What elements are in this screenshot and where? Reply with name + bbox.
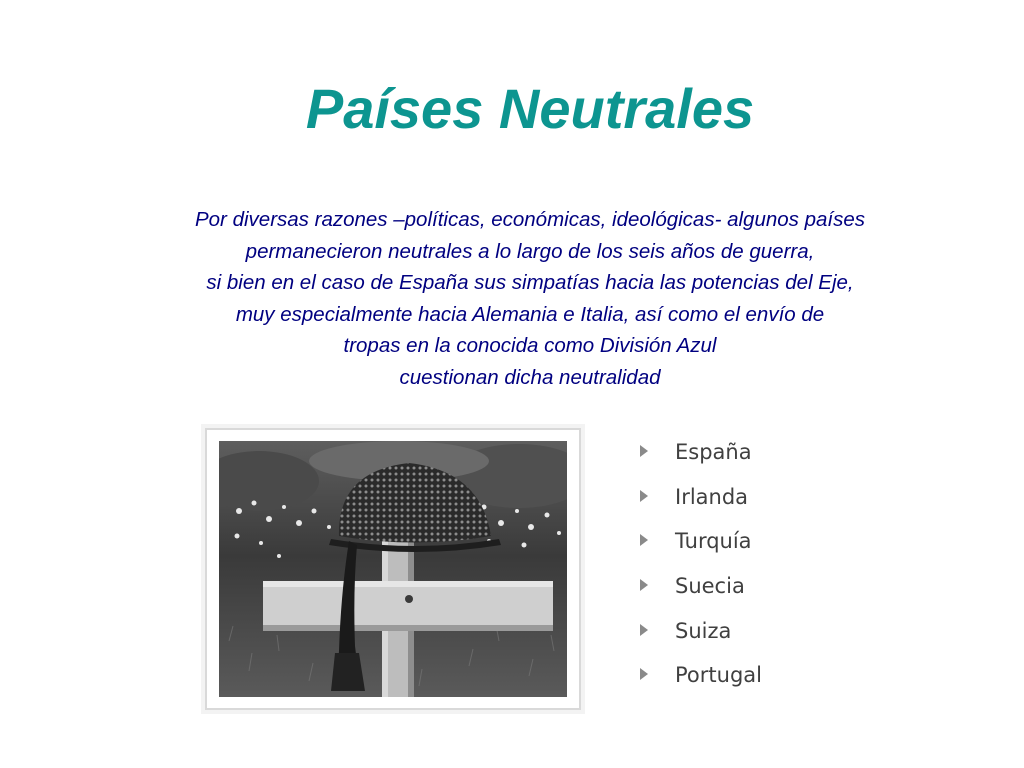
body-line: permanecieron neutrales a lo largo de los seis años de guerra, [245,239,815,263]
triangle-right-icon [640,490,648,502]
country-label: Suiza [675,618,732,643]
slide-title: Países Neutrales [305,77,755,140]
list-item [640,521,762,566]
triangle-right-icon [640,534,648,546]
triangle-right-icon [640,668,648,680]
body-line: muy especialmente hacia Alemania e Italia, así como el envío de [235,302,825,326]
triangle-right-icon [640,445,648,457]
list-item [640,655,762,700]
country-label: Portugal [675,663,762,688]
list-item [640,566,762,611]
helmet-on-cross-image [219,441,567,697]
country-label: España [675,440,752,465]
body-line: tropas en la conocida como División Azul [343,334,717,358]
body-line: cuestionan dicha neutralidad [399,365,661,389]
country-label: Irlanda [675,484,749,509]
triangle-right-icon [640,624,648,636]
neutral-countries-list [640,432,762,700]
body-line: Por diversas razones –políticas, económicas, ideológicas- algunos países [194,208,866,231]
list-item [640,610,762,655]
country-label: Turquía [675,529,752,554]
slide-body-text [80,204,980,394]
triangle-right-icon [640,579,648,591]
country-label: Suecia [675,574,745,599]
list-item [640,432,762,477]
helmet-cross-photo [205,428,581,710]
body-line: si bien en el caso de España sus simpatías hacia las potencias del Eje, [206,271,854,295]
list-item [640,477,762,522]
